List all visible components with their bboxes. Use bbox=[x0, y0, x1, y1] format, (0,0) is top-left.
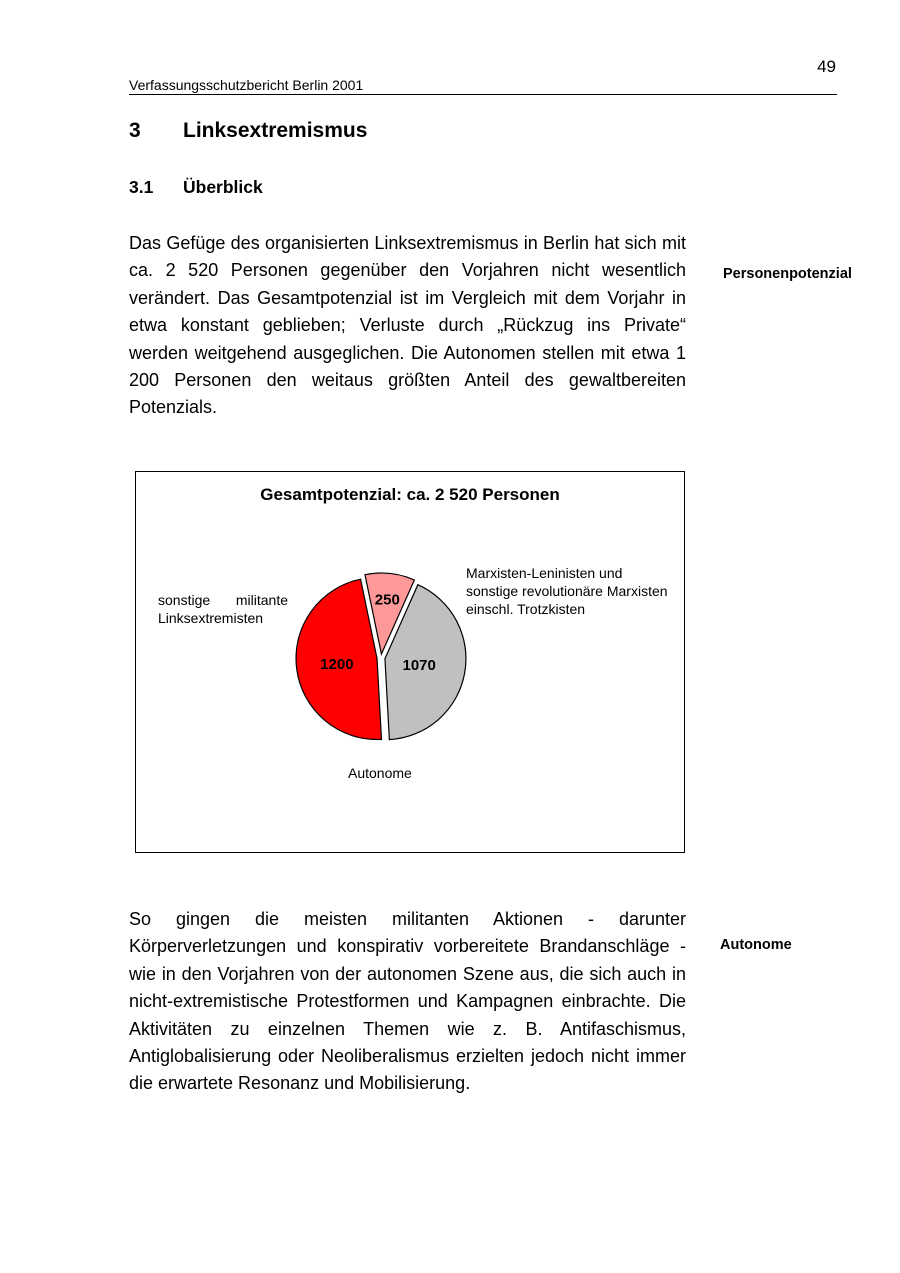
running-header: Verfassungsschutzbericht Berlin 2001 bbox=[129, 77, 837, 95]
pie-slice-marxisten-value: 1070 bbox=[402, 657, 436, 675]
chapter-title-text: Linksextremismus bbox=[183, 119, 368, 142]
chapter-number: 3 bbox=[129, 119, 141, 142]
margin-note-autonome: Autonome bbox=[720, 937, 792, 953]
section-title-text: Überblick bbox=[183, 177, 263, 197]
chart-title: Gesamtpotenzial: ca. 2 520 Personen bbox=[260, 485, 560, 504]
label-marxisten: Marxisten-Leninisten und sonstige revolutionäre Marxisten einschl. Trotzkisten bbox=[466, 565, 668, 617]
section-title bbox=[129, 177, 263, 198]
section-number: 3.1 bbox=[129, 177, 154, 197]
label-sonstige: sonstige militante Linksextremisten bbox=[158, 592, 288, 626]
label-autonome: Autonome bbox=[348, 765, 412, 781]
pie-chart bbox=[135, 471, 685, 853]
pie-slice-autonome-value: 1200 bbox=[320, 655, 354, 673]
margin-note-personenpotenzial: Personenpotenzial bbox=[723, 266, 852, 282]
chapter-title bbox=[129, 119, 367, 143]
paragraph-overview: Das Gefüge des organisierten Linksextremismus in Berlin hat sich mit ca. 2 520 Personen gegenüber den Vorjahren nicht wesentlich verändert. Das Gesamtpotenzial ist im Vergleich mit dem Vorjahr in etwa konstant geblieben; Verluste durch „Rückzug ins Private“ werden weitgehend ausgeglichen. Die Autonomen stellen mit etwa 1 200 Personen den weitaus größten Anteil des gewaltbereiten Potenzials. bbox=[129, 233, 686, 418]
paragraph-autonome: So gingen die meisten militanten Aktionen - darunter Körperverletzungen und konspirativ vorbereitete Brandanschläge - wie in den Vorjahren von der autonomen Szene aus, die sich auch in nicht-extremistische Protestformen und Kampagnen einbrachte. Die Aktivitäten zu einzelnen Themen wie z. B. Antifaschismus, Antiglobalisierung oder Neoliberalismus erzielten jedoch nicht immer die erwartete Resonanz und Mobilisierung. bbox=[129, 909, 686, 1094]
pie-slice-sonstige-value: 250 bbox=[374, 591, 400, 609]
page-number: 49 bbox=[817, 57, 836, 76]
pie-chart-svg bbox=[136, 472, 684, 852]
